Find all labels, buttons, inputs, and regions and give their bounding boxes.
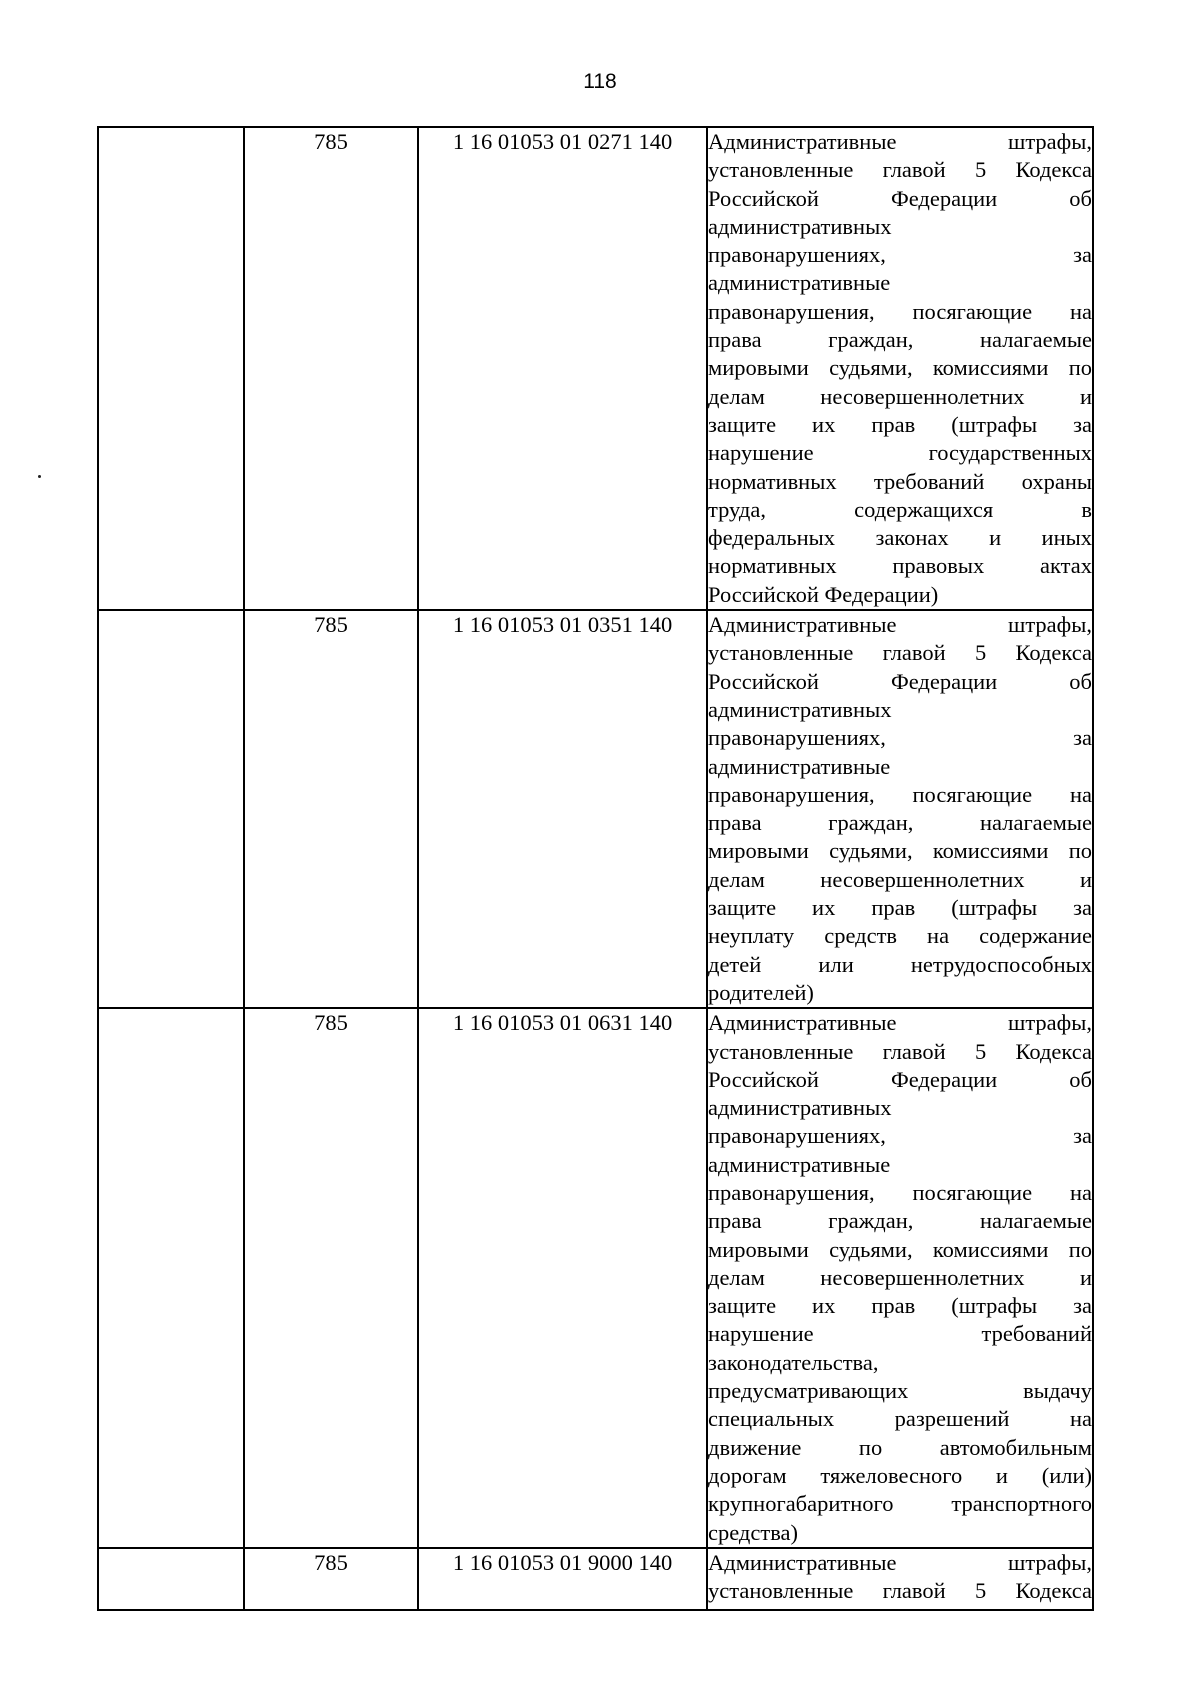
description-line: Российской Федерации): [708, 581, 939, 607]
description-line: защите их прав (штрафы за: [708, 411, 1092, 437]
description-line: Административные штрафы,: [708, 1010, 1092, 1036]
admin-code-cell: 785: [244, 1548, 418, 1610]
description-line: защите их прав (штрафы за: [708, 895, 1092, 921]
kbk-code-cell: 1 16 01053 01 9000 140: [418, 1548, 707, 1610]
description-line: Российской Федерации об: [708, 668, 1092, 694]
description-line: делам несовершеннолетних и: [708, 383, 1092, 409]
description-line: правонарушениях, за: [708, 725, 1092, 751]
admin-code-cell: 785: [244, 1008, 418, 1548]
blank-cell: [98, 610, 244, 1008]
description-line: мировыми судьями, комиссиями по: [708, 355, 1092, 381]
description-line: детей или нетрудоспособных: [708, 951, 1092, 977]
description-line: права граждан, налагаемые: [708, 1208, 1092, 1234]
description-line: защите их прав (штрафы за: [708, 1293, 1092, 1319]
description-line: средства): [708, 1519, 798, 1545]
description-line: Административные штрафы,: [708, 129, 1092, 154]
blank-cell: [98, 127, 244, 610]
description-line: нарушение требований: [708, 1321, 1092, 1347]
description-line: федеральных законах и иных: [708, 525, 1092, 551]
description-line: права граждан, налагаемые: [708, 327, 1092, 353]
description-line: специальных разрешений на: [708, 1406, 1092, 1432]
table-row: [98, 1548, 1093, 1610]
description-line: родителей): [708, 979, 814, 1005]
description-line: крупногабаритного транспортного: [708, 1491, 1092, 1517]
description-line: правонарушения, посягающие на: [708, 298, 1092, 324]
description-line: Административные штрафы,: [708, 1549, 1092, 1575]
description-line: предусматривающих выдачу: [708, 1378, 1092, 1404]
table-row: [98, 610, 1093, 1008]
description-line: труда, содержащихся в: [708, 496, 1092, 522]
description-cell: [707, 1548, 1093, 1610]
description-line: делам несовершеннолетних и: [708, 1264, 1092, 1290]
description-line: административных: [708, 1095, 892, 1121]
description-line: установленные главой 5 Кодекса: [708, 157, 1092, 183]
description-line: административные: [708, 753, 891, 779]
description-line: права граждан, налагаемые: [708, 810, 1092, 836]
page-number: 118: [583, 70, 617, 93]
description-line: правонарушения, посягающие на: [708, 1179, 1092, 1205]
description-line: Российской Федерации об: [708, 185, 1092, 211]
kbk-code-cell: 1 16 01053 01 0351 140: [418, 610, 707, 1008]
description-line: движение по автомобильным: [708, 1434, 1092, 1460]
table-row: [98, 1008, 1093, 1548]
kbk-code-cell: 1 16 01053 01 0631 140: [418, 1008, 707, 1548]
description-line: нормативных правовых актах: [708, 553, 1092, 579]
description-cell: [707, 610, 1093, 1008]
description-line: мировыми судьями, комиссиями по: [708, 1236, 1092, 1262]
description-line: установленные главой 5 Кодекса: [708, 640, 1092, 666]
blank-cell: [98, 1008, 244, 1548]
description-line: административных: [708, 696, 892, 722]
description-cell: [707, 127, 1093, 610]
description-line: правонарушениях, за: [708, 1123, 1092, 1149]
description-line: делам несовершеннолетних и: [708, 866, 1092, 892]
description-line: установленные главой 5 Кодекса: [708, 1038, 1092, 1064]
description-line: административные: [708, 270, 891, 296]
description-line: правонарушениях, за: [708, 242, 1092, 268]
description-line: мировыми судьями, комиссиями по: [708, 838, 1092, 864]
table-row: [98, 127, 1093, 610]
description-line: неуплату средств на содержание: [708, 923, 1092, 949]
blank-cell: [98, 1548, 244, 1610]
description-line: установленные главой 5 Кодекса: [708, 1578, 1092, 1604]
description-line: нормативных требований охраны: [708, 468, 1092, 494]
description-line: дорогам тяжеловесного и (или): [708, 1462, 1092, 1488]
description-line: правонарушения, посягающие на: [708, 781, 1092, 807]
description-line: законодательства,: [708, 1349, 879, 1375]
kbk-code-cell: 1 16 01053 01 0271 140: [418, 127, 707, 610]
scan-dot: [38, 475, 41, 478]
description-line: нарушение государственных: [708, 440, 1092, 466]
description-cell: [707, 1008, 1093, 1548]
description-line: Административные штрафы,: [708, 612, 1092, 638]
admin-code-cell: 785: [244, 127, 418, 610]
description-line: Российской Федерации об: [708, 1066, 1092, 1092]
admin-code-cell: 785: [244, 610, 418, 1008]
description-line: административных: [708, 213, 892, 239]
fines-table: [97, 126, 1094, 1611]
description-line: административные: [708, 1151, 891, 1177]
